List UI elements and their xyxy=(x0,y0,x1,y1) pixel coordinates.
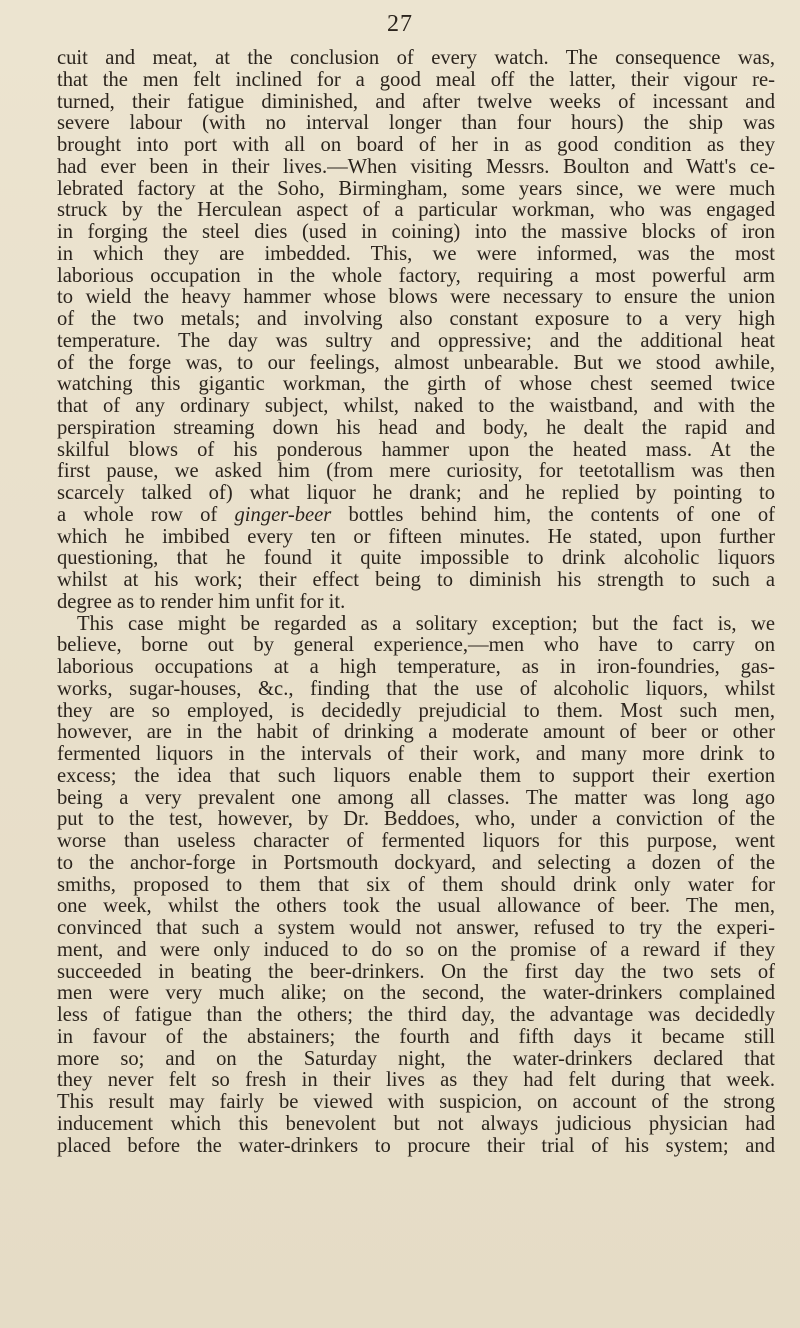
text-segment: worse than useless character of fermented liquors for this purpose, went xyxy=(57,830,775,852)
text-segment: inducement which this benevolent but not always judicious physician had xyxy=(57,1112,775,1135)
text-line xyxy=(57,157,775,179)
text-line xyxy=(57,309,775,331)
text-segment: they are so employed, is decidedly prejudicial to them. Most such men, xyxy=(57,699,775,722)
text-segment: of the two metals; and involving also constant exposure to a very high xyxy=(57,308,775,330)
text-segment: put to the test, however, by Dr. Beddoes, who, under a conviction of the xyxy=(57,808,775,831)
text-line xyxy=(57,331,775,353)
text-segment: more so; and on the Saturday night, the water-drinkers declared that xyxy=(57,1047,775,1070)
text-line xyxy=(57,483,775,505)
text-line xyxy=(57,831,775,853)
text-line xyxy=(57,853,775,875)
text-segment: cuit and meat, at the conclusion of every watch. The consequence was, xyxy=(57,47,775,69)
text-line xyxy=(57,505,775,527)
text-line xyxy=(57,440,775,462)
text-segment: struck by the Herculean aspect of a particular workman, who was engaged xyxy=(57,199,775,222)
text-segment: ment, and were only induced to do so on the promise of a reward if they xyxy=(57,938,775,961)
text-segment: lebrated factory at the Soho, Birmingham, some years since, we were much xyxy=(57,177,775,200)
text-segment: works, sugar-houses, &c., finding that the use of alcoholic liquors, whilst xyxy=(57,677,775,700)
text-segment: they never felt so fresh in their lives as they had felt during that week. xyxy=(57,1069,775,1092)
text-segment: skilful blows of his ponderous hammer upon the heated mass. At the xyxy=(57,438,775,461)
text-segment: being a very prevalent one among all classes. The matter was long ago xyxy=(57,786,775,809)
text-segment: however, are in the habit of drinking a moderate amount of beer or other xyxy=(57,721,775,744)
text-line xyxy=(57,374,775,396)
text-segment: less of fatigue than the others; the third day, the advantage was decidedly xyxy=(57,1004,775,1026)
text-line xyxy=(57,1070,775,1092)
italic-term: ginger-beer xyxy=(234,503,332,526)
text-segment: perspiration streaming down his head and body, he dealt the rapid and xyxy=(57,416,775,439)
text-line xyxy=(57,722,775,744)
text-segment: that the men felt inclined for a good meal off the latter, their vigour re- xyxy=(57,68,775,91)
text-line xyxy=(57,592,775,614)
text-line xyxy=(57,1049,775,1071)
text-line xyxy=(57,527,775,549)
text-segment: This result may fairly be viewed with suspicion, on account of the strong xyxy=(57,1091,775,1113)
text-segment: laborious occupations at a high temperature, as in iron-foundries, gas- xyxy=(57,656,775,678)
text-segment: in favour of the abstainers; the fourth and fifth days it became still xyxy=(57,1025,775,1048)
text-line xyxy=(57,353,775,375)
text-line xyxy=(57,744,775,766)
text-line xyxy=(57,287,775,309)
text-segment: had ever been in their lives.—When visiting Messrs. Boulton and Watt's ce- xyxy=(57,155,775,178)
text-line xyxy=(57,48,775,70)
text-line xyxy=(57,940,775,962)
text-line xyxy=(57,113,775,135)
text-line xyxy=(57,809,775,831)
text-line xyxy=(57,766,775,788)
text-segment: questioning, that he found it quite impossible to drink alcoholic liquors xyxy=(57,547,775,570)
text-segment: first pause, we asked him (from mere curiosity, for teetotallism was then xyxy=(57,460,775,483)
text-segment: whilst at his work; their effect being to diminish his strength to such a xyxy=(57,569,775,591)
text-segment: This case might be regarded as a solitary exception; but the fact is, we xyxy=(77,612,775,635)
text-line xyxy=(57,1136,775,1158)
text-line xyxy=(57,396,775,418)
text-line xyxy=(57,461,775,483)
text-line xyxy=(57,875,775,897)
text-segment: degree as to render him unfit for it. xyxy=(57,590,346,613)
page-number: 27 xyxy=(387,11,413,37)
text-line xyxy=(57,548,775,570)
text-line xyxy=(57,70,775,92)
text-segment: of the forge was, to our feelings, almost unbearable. But we stood awhile, xyxy=(57,351,775,374)
text-segment: men were very much alike; on the second, the water-drinkers complained xyxy=(57,982,775,1005)
text-segment: to the anchor-forge in Portsmouth dockyard, and selecting a dozen of the xyxy=(57,851,775,874)
text-segment: excess; the idea that such liquors enable them to support their exertion xyxy=(57,764,775,787)
text-segment: which he imbibed every ten or fifteen minutes. He stated, upon further xyxy=(57,525,775,548)
text-segment: believe, borne out by general experience,—men who have to carry on xyxy=(57,634,775,657)
text-line xyxy=(57,983,775,1005)
text-segment: in which they are imbedded. This, we were informed, was the most xyxy=(57,242,775,265)
text-line xyxy=(57,200,775,222)
text-line xyxy=(57,570,775,592)
text-segment: to wield the heavy hammer whose blows were necessary to ensure the union xyxy=(57,286,775,309)
text-segment: placed before the water-drinkers to procure their trial of his system; and xyxy=(57,1134,775,1157)
text-line xyxy=(57,657,775,679)
text-segment: smiths, proposed to them that six of them should drink only water for xyxy=(57,873,775,896)
text-line xyxy=(57,701,775,723)
text-segment: watching this gigantic workman, the girth of whose chest seemed twice xyxy=(57,373,775,396)
text-segment: brought into port with all on board of her in as good condition as they xyxy=(57,134,775,156)
text-line xyxy=(57,179,775,201)
text-segment: in forging the steel dies (used in coining) into the massive blocks of iron xyxy=(57,221,775,243)
text-line xyxy=(57,1027,775,1049)
text-line xyxy=(57,918,775,940)
text-segment: laborious occupation in the whole factory, requiring a most powerful arm xyxy=(57,264,775,287)
text-segment: turned, their fatigue diminished, and after twelve weeks of incessant and xyxy=(57,90,775,113)
text-segment: one week, whilst the others took the usual allowance of beer. The men, xyxy=(57,895,775,918)
text-segment: convinced that such a system would not answer, refused to try the experi- xyxy=(57,917,775,939)
text-line xyxy=(57,614,775,636)
text-segment: succeeded in beating the beer-drinkers. On the first day the two sets of xyxy=(57,960,775,983)
text-line xyxy=(57,266,775,288)
text-line xyxy=(57,92,775,114)
text-line xyxy=(57,896,775,918)
text-line xyxy=(57,418,775,440)
text-segment: severe labour (with no interval longer than four hours) the ship was xyxy=(57,112,775,135)
text-line xyxy=(57,962,775,984)
text-line xyxy=(57,679,775,701)
text-line xyxy=(57,222,775,244)
text-line xyxy=(57,1005,775,1027)
text-line xyxy=(57,635,775,657)
text-line xyxy=(57,135,775,157)
text-line xyxy=(57,1092,775,1114)
text-segment: that of any ordinary subject, whilst, naked to the waistband, and with the xyxy=(57,395,775,417)
text-segment: a whole row of xyxy=(57,503,235,526)
text-segment: fermented liquors in the intervals of their work, and many more drink to xyxy=(57,743,775,765)
body-text xyxy=(57,48,775,1157)
text-line xyxy=(57,788,775,810)
text-line xyxy=(57,244,775,266)
text-segment: temperature. The day was sultry and oppressive; and the additional heat xyxy=(57,329,775,352)
text-segment: bottles behind him, the contents of one of xyxy=(331,503,775,526)
text-line xyxy=(57,1114,775,1136)
text-segment: scarcely talked of) what liquor he drank; and he replied by pointing to xyxy=(57,482,775,504)
